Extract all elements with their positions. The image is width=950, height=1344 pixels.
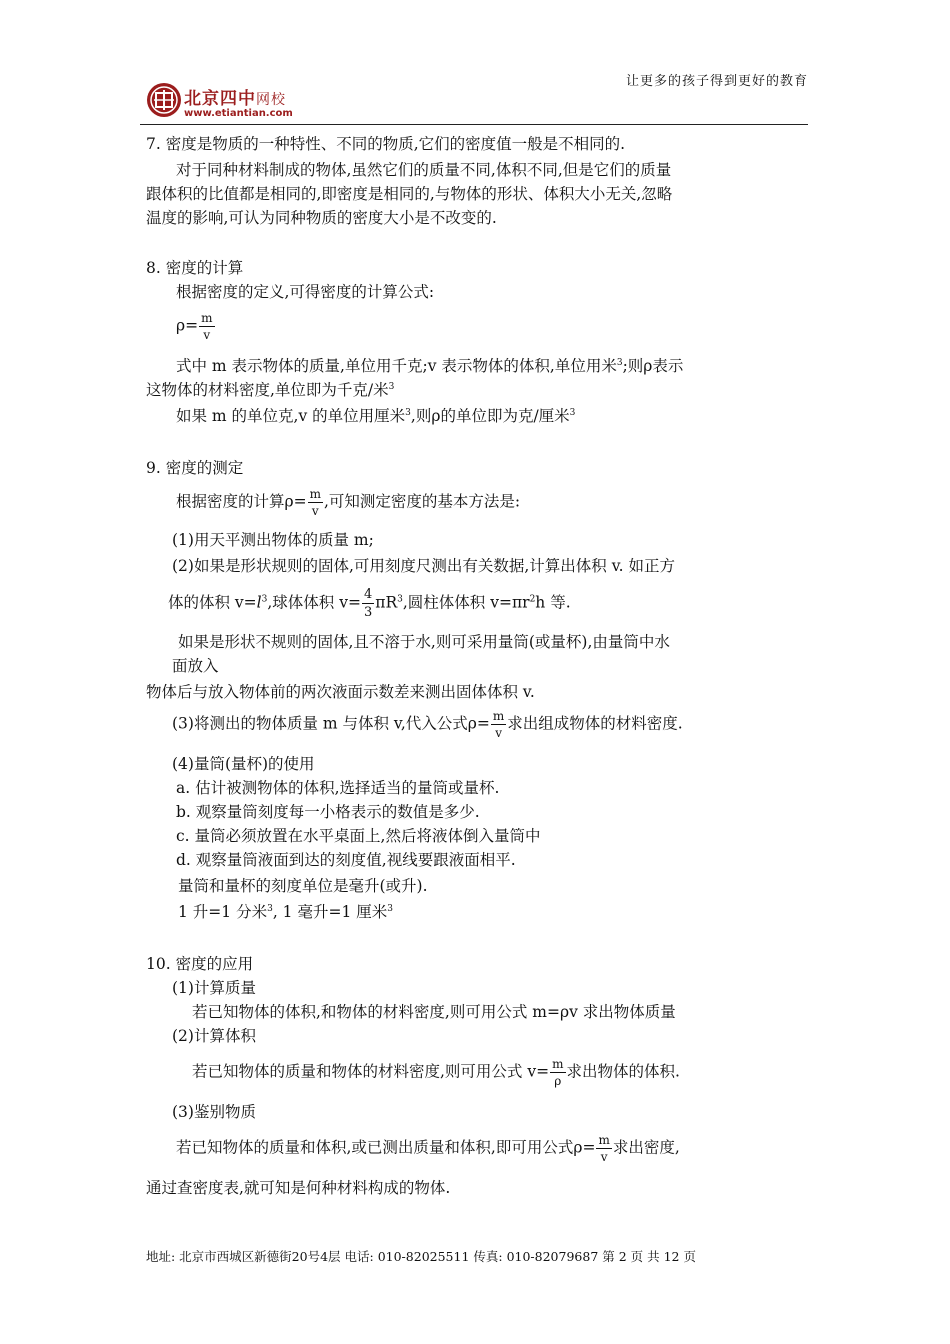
cylinder-step-b: b. 观察量筒刻度每一小格表示的数值是多少.: [176, 803, 480, 821]
density-formula: ρ= $\frac{m}{v}$: [176, 311, 213, 342]
logo-text: 北京四中网校: [184, 89, 286, 109]
section-8-title: 8. 密度的计算: [146, 259, 244, 277]
seal-logo-icon: [146, 82, 182, 118]
header-slogan: 让更多的孩子得到更好的教育: [625, 74, 808, 89]
section-8-intro: 根据密度的定义,可得密度的计算公式:: [176, 283, 435, 301]
section-10-item3-para-line1: 若已知物体的质量和体积,或已测出质量和体积,即可用公式ρ= $\frac{m}{v}$ 求出密度,: [176, 1133, 680, 1164]
section-7-para-line1: 对于同种材料制成的物体,虽然它们的质量不同,体积不同,但是它们的质量: [176, 161, 672, 179]
section-9-para2-line2: 面放入: [172, 657, 219, 675]
section-9-intro: 根据密度的计算ρ= $\frac{m}{v}$ ,可知测定密度的基本方法是:: [176, 487, 521, 518]
section-8-para2-line1: 式中 m 表示物体的质量,单位用千克;v 表示物体的体积,单位用米$^3$;则ρ表示: [176, 357, 684, 375]
section-10-item1-para: 若已知物体的体积,和物体的材料密度,则可用公式 m=ρv 求出物体质量: [192, 1003, 676, 1021]
section-9-item4: (4)量筒(量杯)的使用: [172, 755, 315, 773]
cylinder-unit-note: 量筒和量杯的刻度单位是毫升(或升).: [178, 877, 428, 895]
section-9-item1: (1)用天平测出物体的质量 m;: [172, 531, 374, 549]
section-9-title: 9. 密度的测定: [146, 459, 244, 477]
section-10-item2: (2)计算体积: [172, 1027, 256, 1045]
etiantian-logo: [140, 70, 340, 126]
section-8-para2-line2: 这物体的材料密度,单位即为千克/米$^3$: [146, 381, 395, 399]
logo-url: www.etiantian.com: [184, 108, 293, 119]
cylinder-step-d: d. 观察量筒液面到达的刻度值,视线要跟液面相平.: [176, 851, 516, 869]
unit-conversion: 1 升=1 分米$^3$, 1 毫升=1 厘米$^3$: [178, 903, 393, 921]
page-footer: 地址: 北京市西城区新德街20号4层 电话: 010-82025511 传真: 010-82079687 第 2 页 共 12 页: [146, 1249, 696, 1264]
header-divider: [140, 124, 808, 125]
section-9-para2-line3: 物体后与放入物体前的两次液面示数差来测出固体体积 v.: [146, 683, 535, 701]
cylinder-step-a: a. 估计被测物体的体积,选择适当的量筒或量杯.: [176, 779, 500, 797]
section-10-title: 10. 密度的应用: [146, 955, 254, 973]
section-7-para-line3: 温度的影响,可认为同种物质的密度大小是不改变的.: [146, 209, 497, 227]
section-8-para3: 如果 m 的单位克,v 的单位用厘米$^3$,则ρ的单位即为克/厘米$^3$: [176, 407, 576, 425]
section-7-para-line2: 跟体积的比值都是相同的,即密度是相同的,与物体的形状、体积大小无关,忽略: [146, 185, 673, 203]
section-10-item1: (1)计算质量: [172, 979, 256, 997]
section-10-item3-para-line2: 通过查密度表,就可知是何种材料构成的物体.: [146, 1179, 451, 1197]
cylinder-step-c: c. 量筒必须放置在水平桌面上,然后将液体倒入量筒中: [176, 827, 541, 845]
section-9-item2-line2: 体的体积 $v=l^3$,球体体积 v= $\frac{4}{3}$ $\pi R^3$,圆柱体体积 $v=\pi r^2h$ 等.: [168, 587, 571, 620]
section-9-item2-line1: (2)如果是形状规则的固体,可用刻度尺测出有关数据,计算出体积 v. 如正方: [172, 557, 676, 575]
section-9-item3: (3)将测出的物体质量 m 与体积 v,代入公式ρ= $\frac{m}{v}$ 求出组成物体的材料密度.: [172, 709, 683, 740]
section-9-para2-line1: 如果是形状不规则的固体,且不溶于水,则可采用量筒(或量杯),由量筒中水: [178, 633, 670, 651]
page-header: [140, 64, 808, 128]
section-7-title: 7. 密度是物质的一种特性、不同的物质,它们的密度值一般是不相同的.: [146, 135, 626, 153]
section-10-item3: (3)鉴别物质: [172, 1103, 256, 1121]
section-10-item2-para: 若已知物体的质量和物体的材料密度,则可用公式 v= $\frac{m}{\rho}$ 求出物体的体积.: [192, 1057, 680, 1088]
